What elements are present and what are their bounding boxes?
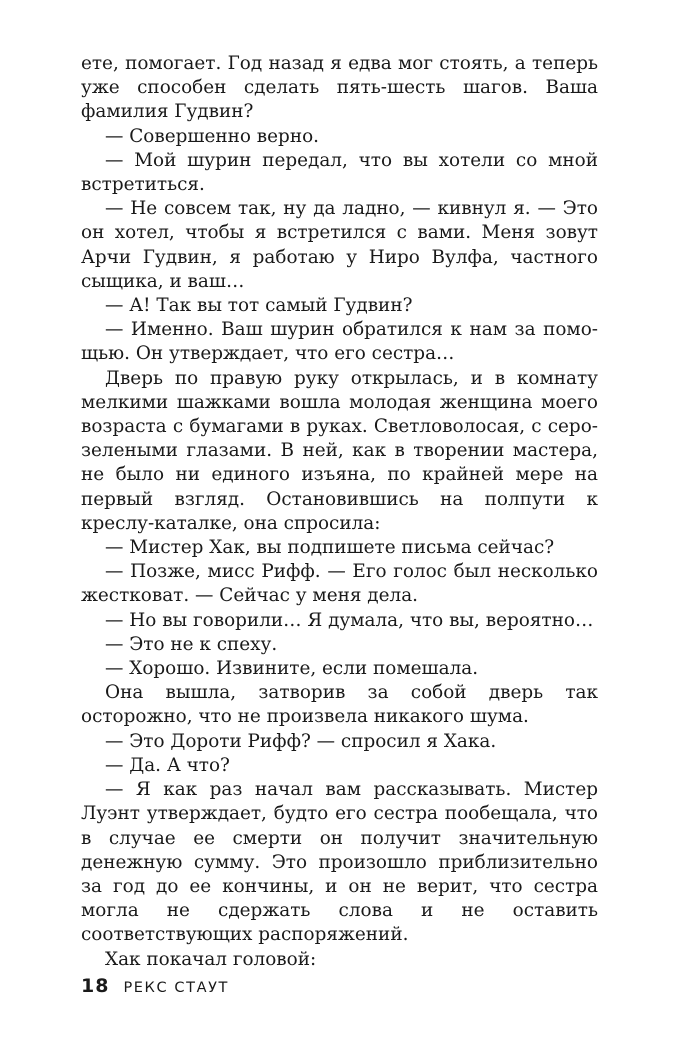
paragraph: — Не совсем так, ну да ладно, — кивнул я. — Это он хотел, чтобы я встретился с вами. Меня зовут Арчи Гудвин, я работаю у Ниро Вулфа, частного сыщика, и ваш… [81,198,598,292]
paragraph: — Да. А что? [105,754,230,776]
paragraph: Она вышла, затворив за собой дверь так осторожно, что не произвела никакого шума. [81,682,598,728]
paragraph: — Но вы говорили… Я думала, что вы, вероятно… [105,609,594,631]
running-head: РЕКС СТАУТ [123,980,229,996]
paragraph: — А! Так вы тот самый Гудвин? [105,295,413,317]
paragraph: — Мой шурин передал, что вы хотели со мной встретиться. [81,149,598,196]
paragraph: Дверь по правую руку открылась, и в комнату мелкими шажками вошла молодая женщина моего возраста с бумагами в руках. Светловолосая, с серо-зелеными глазами. В ней, как в творении мастера, не было ни единого изъяна, по крайней мере на первый взгляд. Остановившись на полпути к креслу-каталке, она спросила: [81,367,598,534]
paragraph: — Я как раз начал вам рассказывать. Мистер Луэнт утверждает, будто его сестра пообещала, что в случае ее смерти он получит значительную денежную сумму. Это произошло приблизительно за год до ее кончины, и он не верит, что сестра могла не сдержать слова и не оставить соответствующих распоряжений. [81,779,598,946]
paragraph: Хак покачал головой: [105,948,317,970]
paragraph: — Именно. Ваш шурин обратился к нам за помощью. Он утверждает, что его сестра… [81,319,598,365]
page-footer [81,975,229,997]
paragraph: — Хорошо. Извините, если помешала. [105,658,479,680]
body-text [81,52,598,972]
paragraph: — Это Дороти Рифф? — спросил я Хака. [105,730,497,752]
paragraph: — Это не к спеху. [105,633,278,655]
paragraph: — Совершенно верно. [105,125,319,147]
paragraph: ете, помогает. Год назад я едва мог стоять, а теперь уже способен сделать пять-шесть шагов. Ваша фамилия Гудвин? [81,53,598,123]
paragraph: — Позже, мисс Рифф. — Его голос был несколько жестковат. — Сейчас у меня дела. [81,561,598,607]
paragraph: — Мистер Хак, вы подпишете письма сейчас? [105,537,555,559]
page-number: 18 [81,975,110,997]
